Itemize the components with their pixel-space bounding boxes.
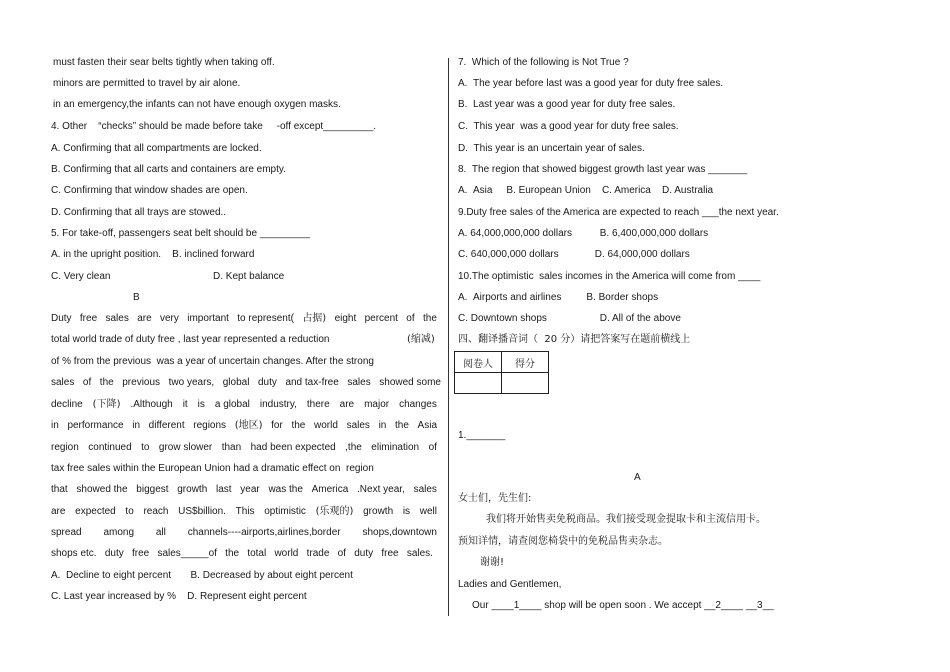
passage-gloss: (缩减) — [407, 334, 435, 345]
option-d: D. Confirming that all trays are stowed.. — [51, 207, 227, 218]
passage-line: shops etc. duty free sales_____of the total world trade of duty free sales. — [51, 548, 433, 559]
score-table — [454, 351, 549, 394]
score-cell[interactable] — [502, 373, 549, 394]
options-ab: A. in the upright position. B. inclined forward — [51, 249, 255, 260]
passage-line: decline (下降) .Although it is a global industry, there are major changes — [51, 399, 437, 410]
question-5: 5. For take-off, passengers seat belt should be _________ — [51, 228, 310, 239]
options-cd: C. Last year increased by % D. Represent eight percent — [51, 591, 307, 602]
chinese-line: 女士们，先生们: — [458, 493, 532, 504]
option-b: B. Confirming that all carts and containers are empty. — [51, 164, 286, 175]
options-ab: A. 64,000,000,000 dollars B. 6,400,000,000 dollars — [458, 228, 709, 239]
column-divider — [448, 58, 449, 616]
option-d: D. Kept balance — [213, 271, 285, 282]
passage-line: are expected to reach US$billion. This optimistic (乐观的) growth is well — [51, 506, 437, 517]
passage-line: spread among all channels----airports,airlines,border shops,downtown — [51, 527, 437, 538]
options-ab: A. Decline to eight percent B. Decreased by about eight percent — [51, 570, 353, 581]
question-10: 10.The optimistic sales incomes in the America will come from ____ — [458, 271, 761, 282]
grader-header: 阅卷人 — [455, 352, 502, 373]
section-heading: 四、翻译播音词（ 20 分）请把答案写在题前横线上 — [458, 334, 691, 345]
options-cd: C. 640,000,000 dollars D. 64,000,000 dollars — [458, 249, 690, 260]
option-c: C. Confirming that window shades are open. — [51, 185, 248, 196]
question-7: 7. Which of the following is Not True ? — [458, 57, 629, 68]
chinese-line: 预知详情，请查阅您椅袋中的免税品售卖杂志。 — [458, 536, 668, 547]
passage-line: region continued to grow slower than had been expected ,the elimination of — [51, 442, 437, 453]
option-c: C. Very clean — [51, 271, 111, 282]
passage-line: of % from the previous was a year of uncertain changes. After the strong — [51, 356, 374, 367]
question-9: 9.Duty free sales of the America are expected to reach ___the next year. — [458, 207, 779, 218]
score-header: 得分 — [502, 352, 549, 373]
grader-cell[interactable] — [455, 373, 502, 394]
option-b: B. Last year was a good year for duty free sales. — [458, 99, 676, 110]
chinese-line: 我们将开始售卖免税商品。我们接受现金提取卡和主流信用卡。 — [486, 514, 766, 525]
option-a: A. The year before last was a good year for duty free sales. — [458, 78, 724, 89]
text-line: minors are permitted to travel by air alone. — [53, 78, 241, 89]
section-label: B — [133, 292, 140, 303]
answer-blank[interactable]: 1._______ — [458, 430, 506, 441]
options: A. Asia B. European Union C. America D. Australia — [458, 185, 714, 196]
english-line: Ladies and Gentlemen, — [458, 579, 562, 590]
passage-line: total world trade of duty free , last year represented a reduction — [51, 334, 330, 345]
question-8: 8. The region that showed biggest growth last year was _______ — [458, 164, 748, 175]
passage-line: sales of the previous two years, global duty and tax-free sales showed some — [51, 377, 441, 388]
option-c: C. This year was a good year for duty free sales. — [458, 121, 679, 132]
passage-line: Duty free sales are very important to represent( 占据) eight percent of the — [51, 313, 437, 324]
chinese-line: 谢谢! — [480, 557, 505, 568]
option-d: D. This year is an uncertain year of sales. — [458, 143, 645, 154]
options-ab: A. Airports and airlines B. Border shops — [458, 292, 659, 303]
passage-line: that showed the biggest growth last year was the America .Next year, sales — [51, 484, 437, 495]
passage-line: tax free sales within the European Union had a dramatic effect on region — [51, 463, 374, 474]
english-line: Our ____1____ shop will be open soon . We accept __2____ __3__ — [472, 600, 774, 611]
text-line: must fasten their sear belts tightly when taking off. — [53, 57, 275, 68]
option-a: A. Confirming that all compartments are locked. — [51, 143, 262, 154]
passage-line: in performance in different regions (地区) for the world sales in the Asia — [51, 420, 437, 431]
question-4: 4. Other “checks” should be made before take -off except_________. — [51, 121, 377, 132]
section-label: A — [634, 472, 641, 483]
text-line: in an emergency,the infants can not have enough oxygen masks. — [53, 99, 341, 110]
options-cd: C. Downtown shops D. All of the above — [458, 313, 681, 324]
